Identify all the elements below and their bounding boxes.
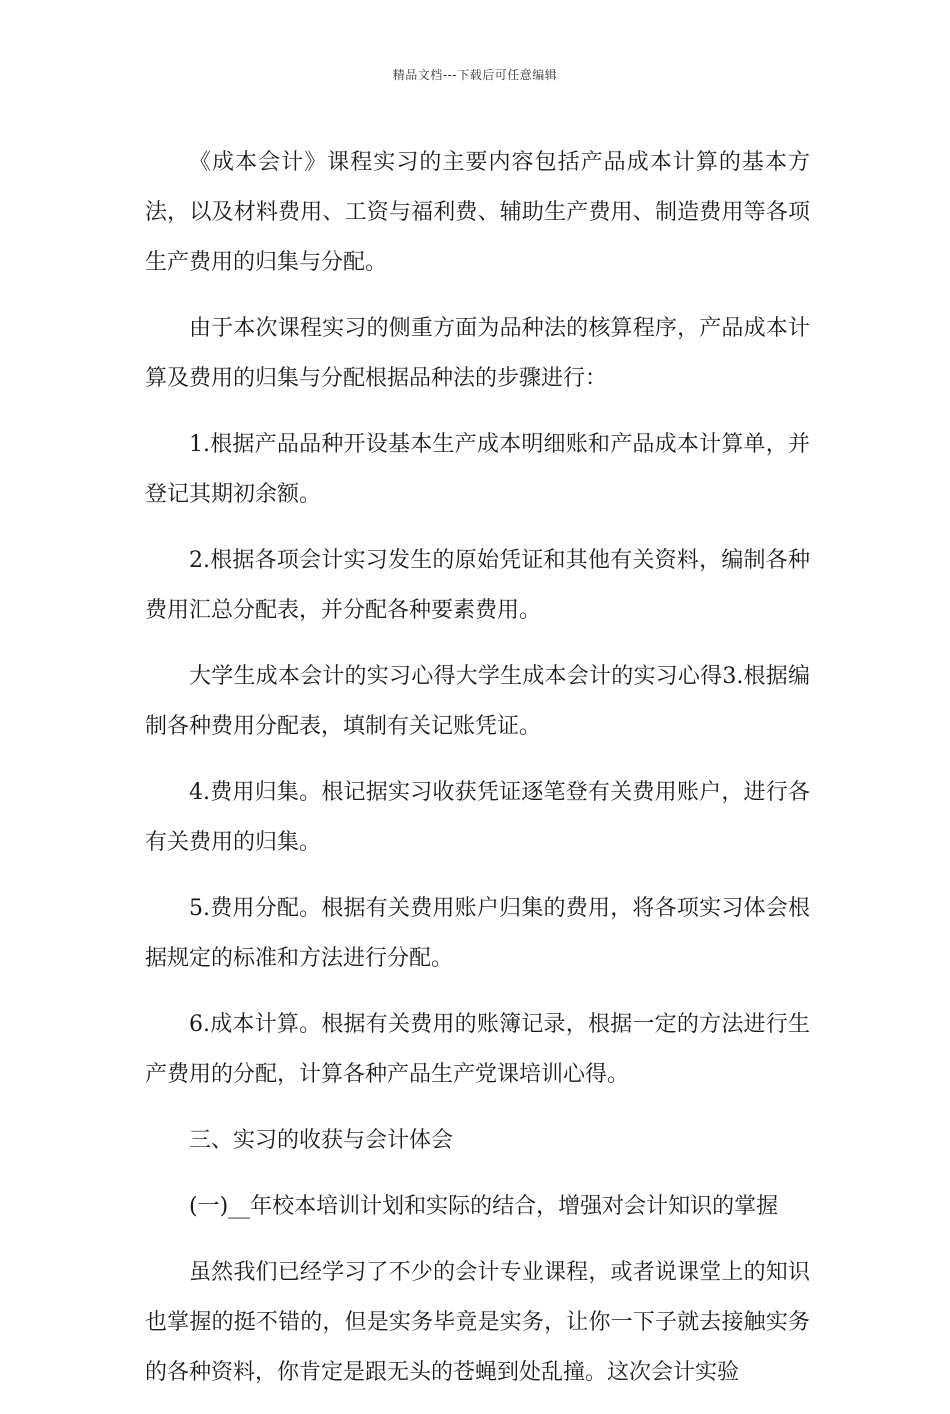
paragraph-intro: 《成本会计》课程实习的主要内容包括产品成本计算的基本方法，以及材料费用、工资与福利费、辅助生产费用、制造费用等各项生产费用的归集与分配。	[145, 150, 810, 275]
paragraph-step-3: 大学生成本会计的实习心得大学生成本会计的实习心得3.根据编制各种费用分配表，填制有关记账凭证。	[145, 664, 810, 739]
paragraph-step-2: 2.根据各项会计实习发生的原始凭证和其他有关资料，编制各种费用汇总分配表，并分配各种要素费用。	[145, 548, 810, 623]
paragraph-reflection: 虽然我们已经学习了不少的会计专业课程，或者说课堂上的知识也掌握的挺不错的，但是实务毕竟是实务，让你一下子就去接触实务的各种资料，你肯定是跟无头的苍蝇到处乱撞。这次会计实验	[145, 1260, 810, 1385]
document-body	[145, 138, 810, 1414]
paragraph-step-4: 4.费用归集。根记据实习收获凭证逐笔登有关费用账户，进行各有关费用的归集。	[145, 780, 810, 855]
paragraph-step-1: 1.根据产品品种开设基本生产成本明细账和产品成本计算单，并登记其期初余额。	[145, 432, 810, 507]
section-heading: 三、实习的收获与会计体会	[189, 1128, 454, 1153]
paragraph-step-5: 5.费用分配。根据有关费用账户归集的费用，将各项实习体会根据规定的标准和方法进行分配。	[145, 896, 810, 971]
subsection-heading: (一)__年校本培训计划和实际的结合，增强对会计知识的掌握	[189, 1194, 779, 1219]
page-header: 精品文档---下载后可任意编辑	[392, 68, 558, 82]
paragraph-method: 由于本次课程实习的侧重方面为品种法的核算程序，产品成本计算及费用的归集与分配根据品种法的步骤进行：	[145, 316, 810, 391]
paragraph-step-6: 6.成本计算。根据有关费用的账簿记录，根据一定的方法进行生产费用的分配，计算各种产品生产党课培训心得。	[145, 1012, 810, 1087]
